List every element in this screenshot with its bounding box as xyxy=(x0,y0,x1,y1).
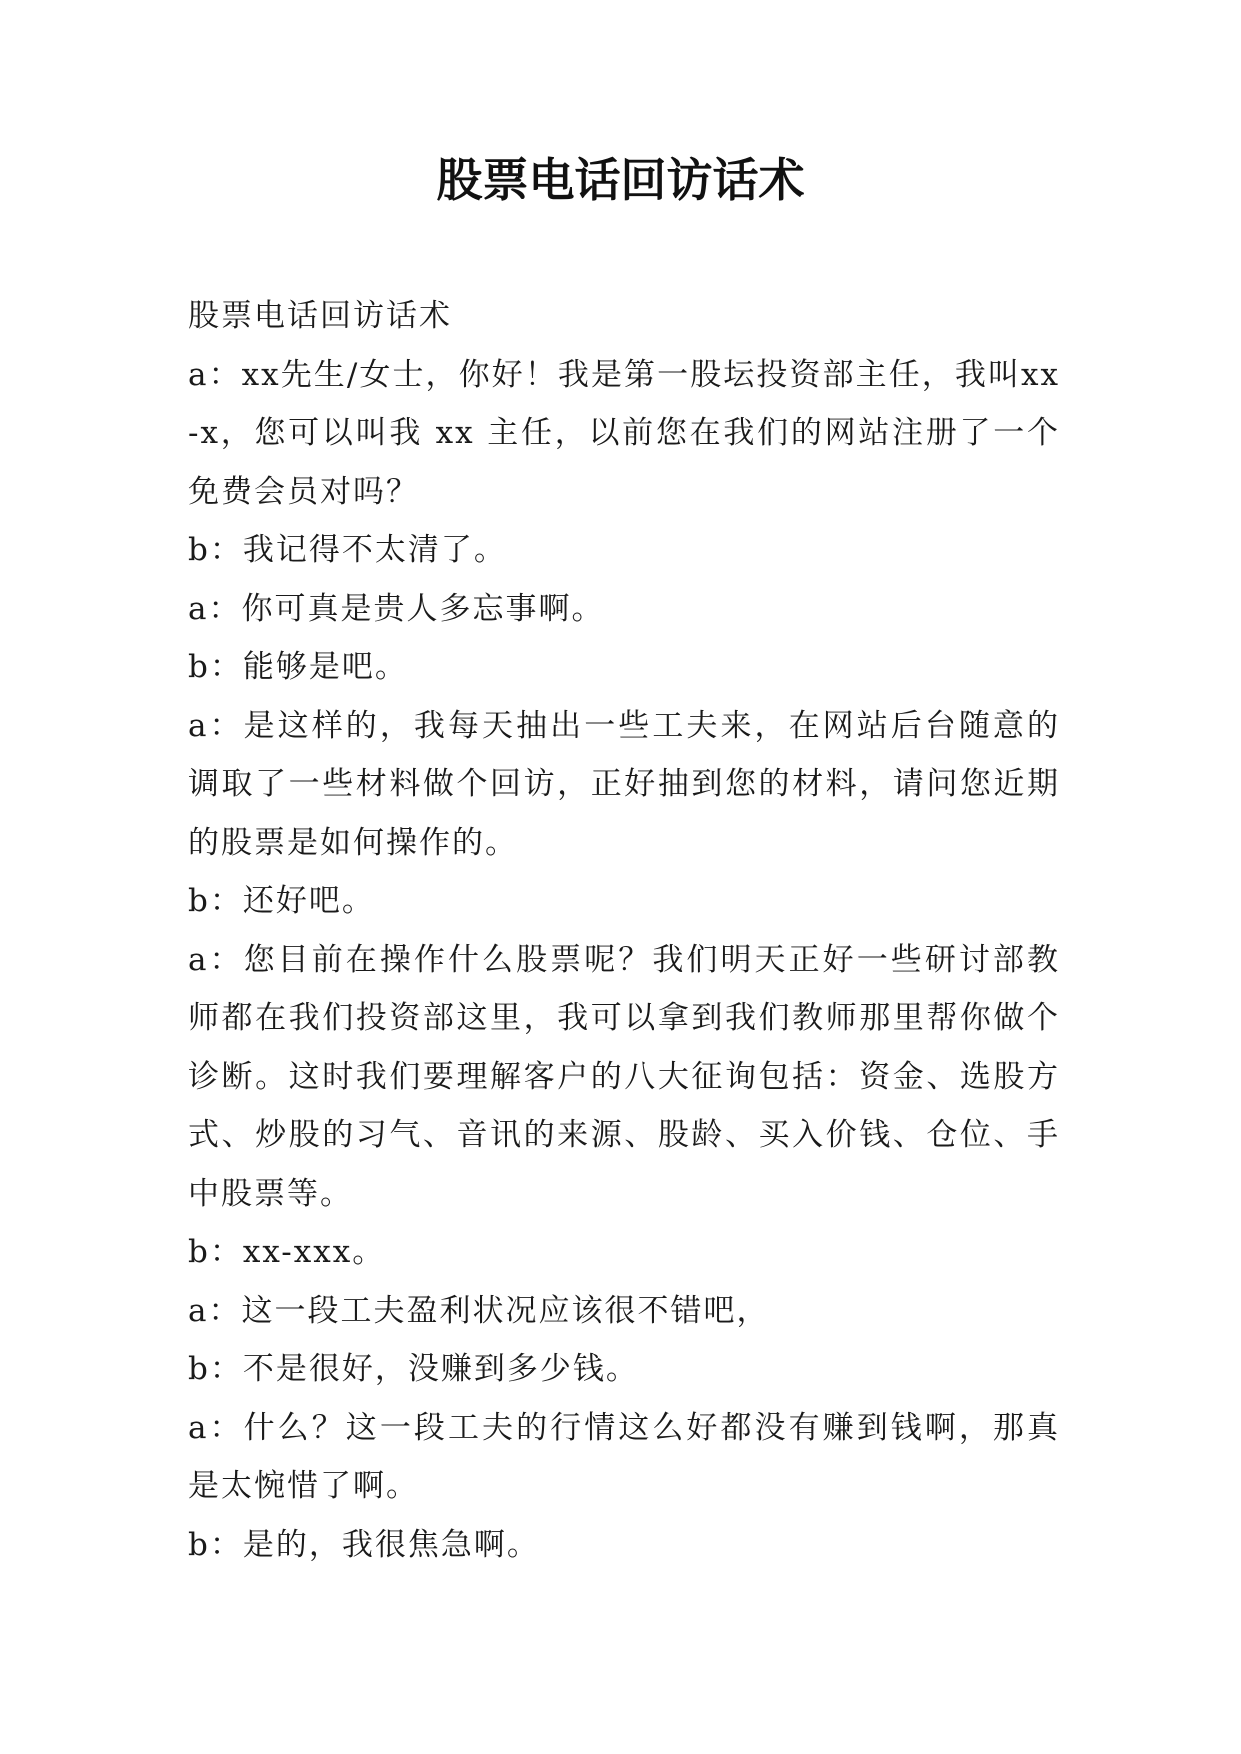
paragraph: b：能够是吧。 xyxy=(188,649,408,685)
paragraph: a：什么？这一段工夫的行情这么好都没有赚到钱啊，那真是太惋惜了啊。 xyxy=(188,1409,1060,1504)
paragraph: b：我记得不太清了。 xyxy=(188,532,507,568)
paragraph: 股票电话回访话术 xyxy=(188,298,452,334)
document-body xyxy=(188,287,1060,1574)
paragraph: a：这一段工夫盈利状况应该很不错吧， xyxy=(188,1292,770,1329)
paragraph: b：xx-xxx。 xyxy=(188,1234,386,1270)
paragraph: b：还好吧。 xyxy=(188,883,375,919)
paragraph: b：是的，我很焦急啊。 xyxy=(188,1526,540,1563)
paragraph: a：您目前在操作什么股票呢？我们明天正好一些研讨部教师都在我们投资部这里，我可以拿到我们教师那里帮你做个诊断。这时我们要理解客户的八大征询包括：资金、选股方式、炒股的习气、音讯的来源、股龄、买入价钱、仓位、手中股票等。 xyxy=(188,941,1060,1212)
document-title: 股票电话回访话术 xyxy=(436,153,805,207)
paragraph: b：不是很好，没赚到多少钱。 xyxy=(188,1351,639,1387)
paragraph: a：是这样的，我每天抽出一些工夫来，在网站后台随意的调取了一些材料做个回访，正好抽到您的材料，请问您近期的股票是如何操作的。 xyxy=(188,707,1060,861)
paragraph: a：你可真是贵人多忘事啊。 xyxy=(188,590,605,627)
paragraph: a：xx先生/女士，你好！我是第一股坛投资部主任，我叫xx-x，您可以叫我 xx 主任，以前您在我们的网站注册了一个免费会员对吗？ xyxy=(188,356,1060,510)
